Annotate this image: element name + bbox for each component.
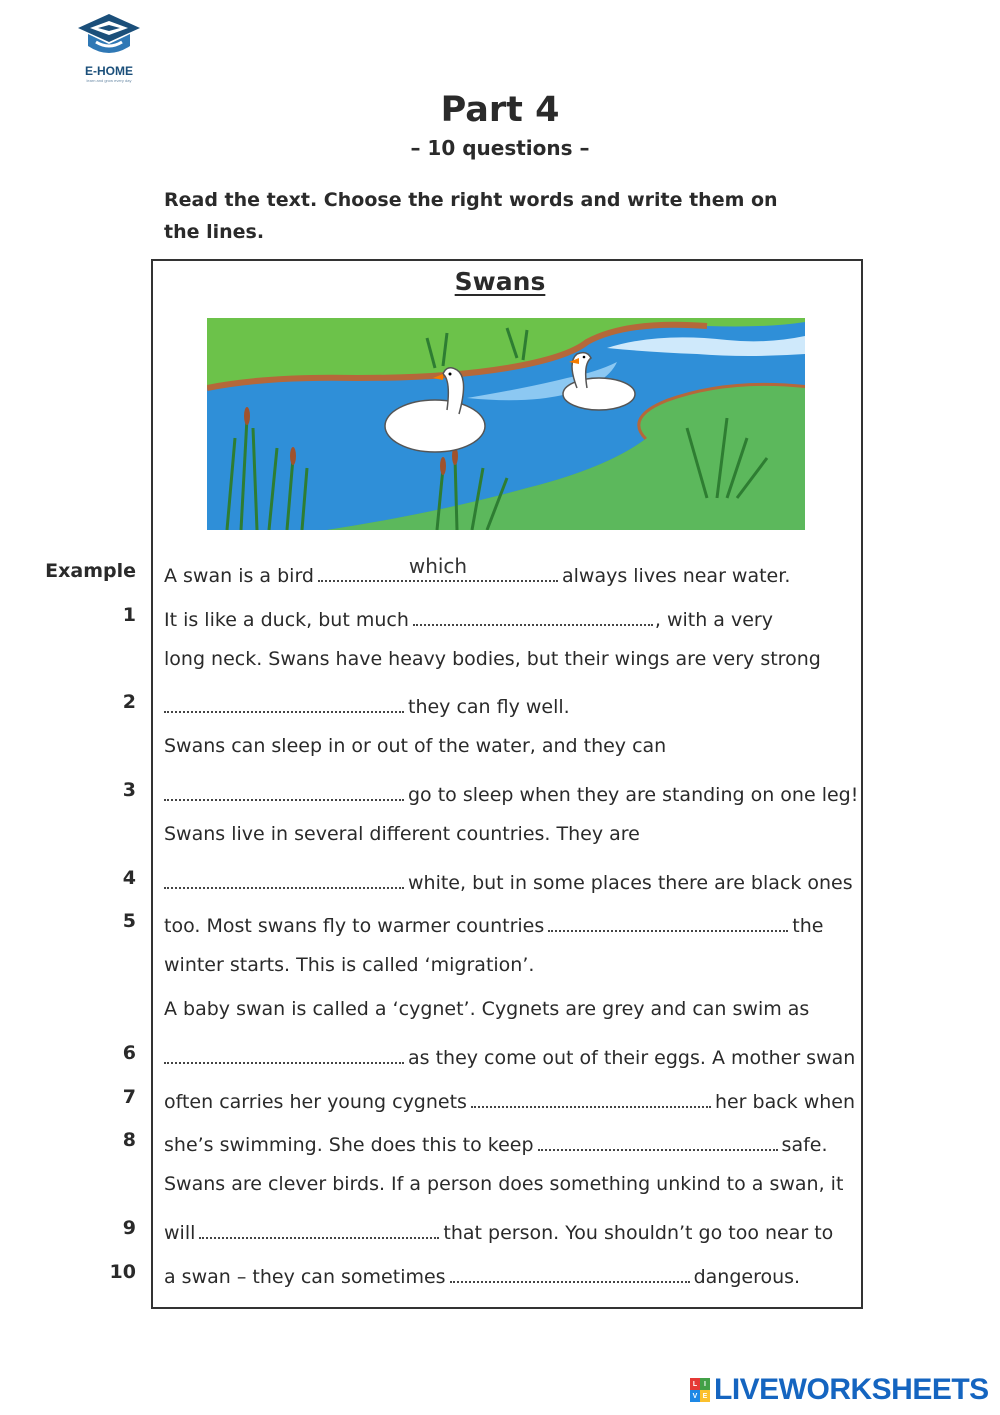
text-before-gap: A baby swan is called a ‘cygnet’. Cygnets are grey and can swim as [164, 998, 810, 1020]
liveworksheets-brand: LIVEWORKSHEETS [714, 1373, 989, 1406]
story-line [0, 1167, 1000, 1207]
text-before-gap: Swans are clever birds. If a person does something unkind to a swan, it [164, 1173, 844, 1196]
text-before-gap: will [164, 1222, 196, 1244]
text-before-gap: often carries her young cygnets [164, 1090, 467, 1113]
story-line [0, 1123, 1000, 1163]
line-text [164, 823, 640, 845]
text-after-gap: dangerous. [693, 1265, 801, 1288]
two-swans-on-river-icon [207, 318, 805, 530]
text-before-gap: A swan is a bird [164, 565, 314, 587]
e-home-logo [70, 12, 148, 92]
icon-letter-v: V [690, 1390, 700, 1402]
question-number: 4 [122, 866, 136, 889]
text-after-gap: white, but in some places there are black ones [408, 871, 853, 894]
question-number: 8 [122, 1129, 136, 1152]
icon-letter-e: E [700, 1390, 710, 1402]
text-after-gap: go to sleep when they are standing on one leg! [408, 784, 859, 806]
question-number: 3 [122, 779, 136, 801]
line-text [164, 604, 773, 631]
text-before-gap: It is like a duck, but much [164, 608, 409, 631]
text-before-gap: Swans live in several different countries. They are [164, 822, 640, 845]
line-text [164, 1129, 828, 1156]
text-before-gap: she’s swimming. She does this to keep [164, 1134, 534, 1157]
text-after-gap: always lives near water. [561, 565, 791, 587]
answer-blank[interactable] [164, 691, 404, 713]
logo-tagline: learn and grow every day [86, 78, 132, 83]
question-number: 5 [122, 910, 136, 933]
line-text [164, 1217, 833, 1244]
text-after-gap: her back when [714, 1090, 856, 1113]
text-before-gap: a swan – they can sometimes [164, 1265, 446, 1288]
example-label: Example [45, 560, 136, 582]
story-line [0, 948, 1000, 988]
line-text [164, 1261, 800, 1288]
line-text [164, 1086, 855, 1113]
story-line [0, 1036, 1000, 1076]
story-line [0, 904, 1000, 944]
answer-blank[interactable] [164, 779, 404, 801]
line-text [164, 735, 666, 757]
graduation-cap-icon [76, 12, 142, 62]
story-line [0, 773, 1000, 813]
icon-letter-i: I [700, 1378, 710, 1390]
question-number: 2 [122, 691, 136, 714]
text-after-gap: they can fly well. [408, 696, 570, 719]
answer-blank[interactable] [538, 1129, 778, 1151]
story-line [0, 817, 1000, 857]
story-line [0, 1211, 1000, 1251]
story-line [0, 598, 1000, 638]
text-after-gap: safe. [781, 1134, 828, 1157]
story-line [0, 1080, 1000, 1120]
page-title: Part 4 [440, 90, 560, 130]
question-number: 10 [109, 1260, 136, 1283]
liveworksheets-logo [690, 1372, 989, 1408]
line-text [164, 954, 534, 976]
story-line [0, 729, 1000, 769]
page-subtitle: – 10 questions – [410, 136, 590, 160]
text-before-gap: too. Most swans fly to warmer countries [164, 915, 545, 938]
line-text [164, 554, 791, 587]
line-text [164, 779, 858, 806]
answer-blank[interactable] [413, 604, 653, 626]
story-title: Swans [454, 267, 546, 296]
line-text [164, 1173, 843, 1195]
answer-blank[interactable] [199, 1217, 439, 1239]
line-text [164, 691, 570, 718]
text-before-gap: Swans can sleep in or out of the water, and they can [164, 735, 667, 758]
story-line [0, 992, 1000, 1032]
question-number: 7 [122, 1085, 136, 1108]
story-line [0, 1255, 1000, 1295]
answer-blank[interactable] [548, 910, 788, 932]
line-text [164, 1042, 855, 1069]
answer-blank[interactable] [164, 1042, 404, 1064]
text-before-gap: long neck. Swans have heavy bodies, but their wings are very strong [164, 647, 821, 670]
liveworksheets-icon [690, 1378, 710, 1402]
question-number: 9 [122, 1217, 136, 1239]
text-after-gap: the [792, 915, 824, 938]
line-text [164, 998, 809, 1020]
logo-name: E-HOME [85, 64, 133, 78]
line-text [164, 648, 821, 670]
story-line [0, 642, 1000, 682]
story-line [0, 861, 1000, 901]
text-before-gap: winter starts. This is called ‘migration’. [164, 954, 535, 977]
example-answer: which [408, 554, 468, 578]
text-after-gap: as they come out of their eggs. A mother swan [408, 1046, 856, 1069]
line-text [164, 867, 853, 894]
question-number: 6 [122, 1041, 136, 1064]
answer-blank[interactable] [450, 1261, 690, 1283]
instructions: Read the text. Choose the right words and write them on the lines. [164, 189, 778, 243]
line-text [164, 910, 823, 937]
story-line [0, 685, 1000, 725]
icon-letter-l: L [690, 1378, 700, 1390]
question-number: 1 [122, 603, 136, 626]
story-line [0, 554, 1000, 594]
text-after-gap: , with a very [654, 608, 773, 631]
text-after-gap: that person. You shouldn’t go too near to [443, 1222, 834, 1244]
answer-blank[interactable] [164, 867, 404, 889]
answer-blank[interactable] [471, 1086, 711, 1108]
example-answer-line [318, 554, 558, 582]
